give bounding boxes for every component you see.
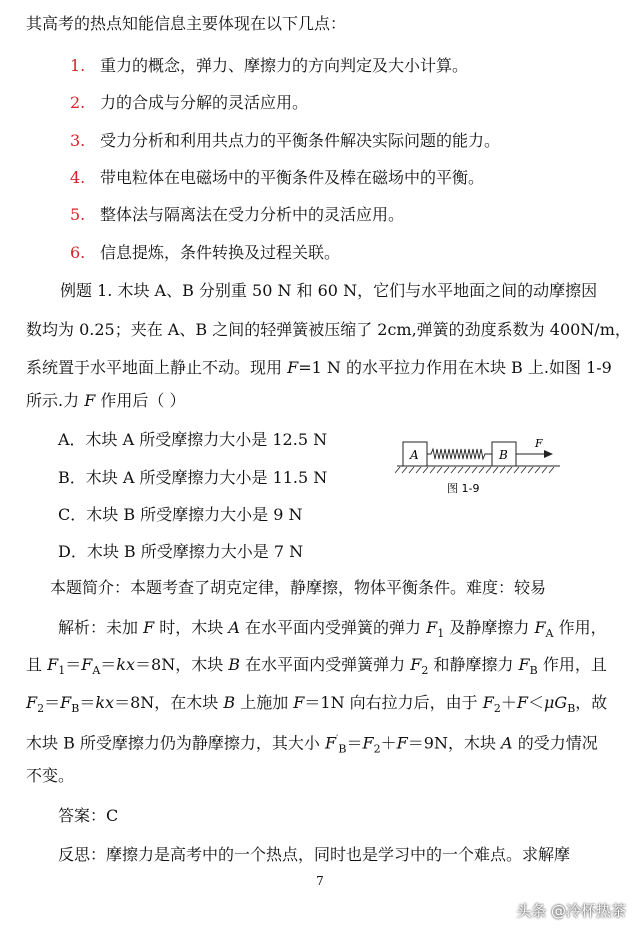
figure-caption: 图 1-9 — [447, 482, 480, 495]
point-3: 3. 受力分析和利用共点力的平衡条件解决实际问题的能力。 — [70, 131, 501, 150]
page-number: 7 — [316, 874, 324, 888]
point-6: 6. 信息提炼，条件转换及过程关联。 — [70, 243, 341, 262]
point-4: 4. 带电粒体在电磁场中的平衡条件及棒在磁场中的平衡。 — [70, 168, 485, 187]
spring — [427, 449, 492, 459]
answer-text: 答案：C — [58, 806, 119, 825]
example-line-4: 所示.力 F 作用后（ ） — [26, 391, 186, 410]
analysis-line-5: 不变。 — [26, 766, 75, 785]
option-d: D．木块 B 所受摩擦力大小是 7 N — [58, 542, 304, 561]
example-line-2: 数均为 0.25；夹在 A、B 之间的轻弹簧被压缩了 2cm,弹簧的劲度系数为 400N/m， — [26, 320, 631, 339]
analysis-line-2: 且 $F_1=F_A=kx=8N$，木块 B 在水平面内受弹簧弹力 $F_2$ 和静摩擦力 $F_B$ 作用，且 — [26, 655, 607, 678]
reflection-text: 反思：摩擦力是高考中的一个热点，同时也是学习中的一个难点。求解摩 — [58, 845, 571, 864]
analysis-line-3: $F_2=F_B=kx=8N$，在木块 B 上施加 F＝1N 向右拉力后，由于 $F_2+F<\mu G_B$，故 — [26, 693, 608, 716]
force-label: F — [535, 437, 543, 450]
ground-hatch — [395, 467, 554, 473]
point-1: 1. 重力的概念，弹力、摩擦力的方向判定及大小计算。 — [70, 56, 469, 75]
watermark: 头条 @冷杯热茶 — [516, 902, 626, 920]
point-2: 2. 力的合成与分解的灵活应用。 — [70, 93, 309, 112]
option-a: A．木块 A 所受摩擦力大小是 12.5 N — [58, 430, 328, 449]
option-c: C．木块 B 所受摩擦力大小是 9 N — [58, 505, 303, 524]
example-line-1: 例题 1. 木块 A、B 分别重 50 N 和 60 N，它们与水平地面之间的动摩擦因 — [60, 281, 598, 300]
option-b: B．木块 A 所受摩擦力大小是 11.5 N — [58, 468, 328, 487]
example-line-3: 系统置于水平地面上静止不动。现用 F=1 N 的水平拉力作用在木块 B 上.如图 1-9 — [26, 358, 612, 377]
block-a-label: A — [410, 448, 419, 462]
intro-text: 其高考的热点知能信息主要体现在以下几点： — [26, 14, 347, 33]
analysis-line-1: 解析：未加 F 时，木块 A 在水平面内受弹簧的弹力 $F_1$ 及静摩擦力 $F_A$ 作用， — [58, 618, 607, 641]
force-arrow-head — [544, 450, 553, 458]
point-5: 5. 整体法与隔离法在受力分析中的灵活应用。 — [70, 205, 405, 224]
intro2-text: 本题简介：本题考查了胡克定律，静摩擦，物体平衡条件。难度：较易 — [50, 578, 547, 597]
figure-1-9 — [395, 430, 565, 502]
block-b-label: B — [499, 448, 508, 462]
analysis-line-4: 木块 B 所受摩擦力仍为静摩擦力，其大小 $F'_B=F_2+F=9N$，木块 A 的受力情况 — [26, 733, 598, 756]
